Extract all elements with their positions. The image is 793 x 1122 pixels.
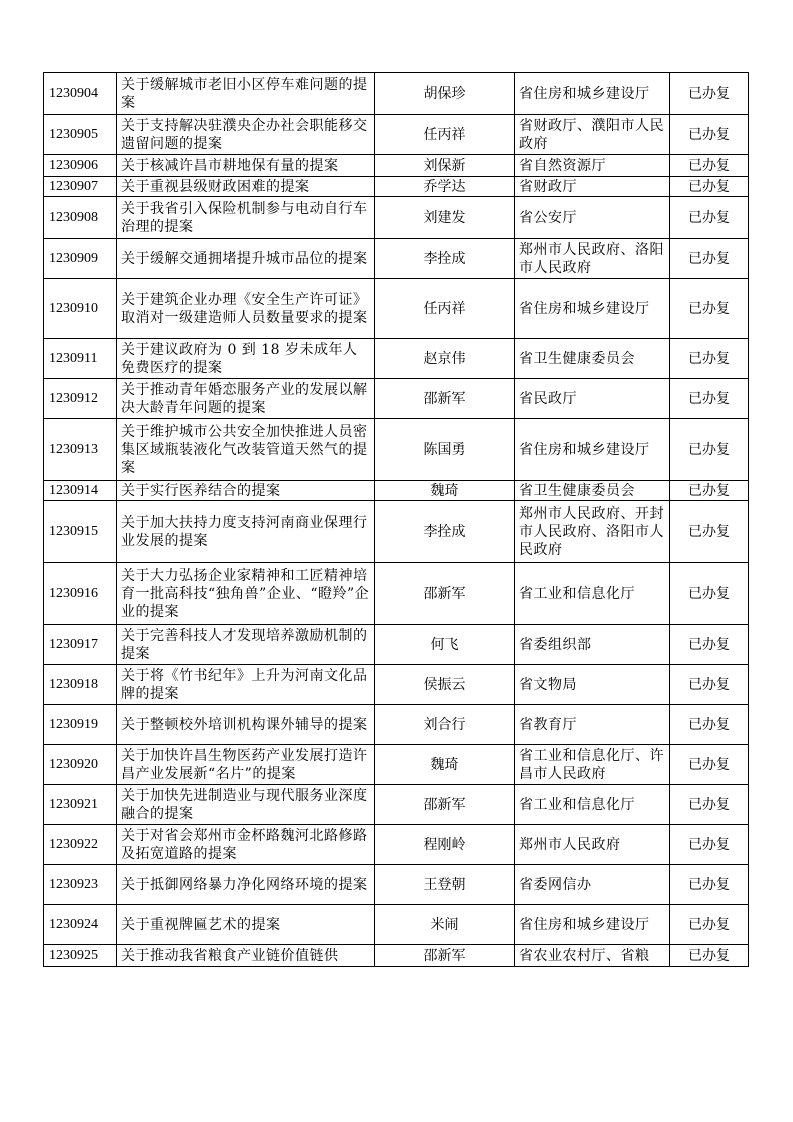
proposal-title: 关于推动我省粮食产业链价值链供: [117, 945, 375, 967]
table-row: [44, 279, 749, 339]
proposal-title: 关于建议政府为 0 到 18 岁未成年人免费医疗的提案: [117, 339, 375, 379]
proposer-name: 王登朝: [375, 865, 515, 905]
table-row: [44, 379, 749, 419]
handling-department: 省民政厅: [515, 379, 670, 419]
table-row: [44, 155, 749, 177]
status-text: 已办复: [670, 197, 749, 239]
proposal-id: 1230921: [44, 785, 117, 825]
status-text: 已办复: [670, 501, 749, 563]
proposal-title: 关于对省会郑州市金杯路魏河北路修路及拓宽道路的提案: [117, 825, 375, 865]
proposal-id: 1230905: [44, 115, 117, 155]
proposal-rows: [44, 73, 749, 967]
proposal-title: 关于推动青年婚恋服务产业的发展以解决大龄青年问题的提案: [117, 379, 375, 419]
handling-department: 省委组织部: [515, 625, 670, 665]
table-row: [44, 665, 749, 705]
proposer-name: 任丙祥: [375, 279, 515, 339]
proposer-name: 邵新军: [375, 563, 515, 625]
proposal-title: 关于将《竹书纪年》上升为河南文化品牌的提案: [117, 665, 375, 705]
handling-department: 郑州市人民政府: [515, 825, 670, 865]
status-text: 已办复: [670, 481, 749, 501]
table-row: [44, 905, 749, 945]
status-text: 已办复: [670, 419, 749, 481]
table-row: [44, 239, 749, 279]
proposer-name: 程刚岭: [375, 825, 515, 865]
status-text: 已办复: [670, 825, 749, 865]
status-text: 已办复: [670, 239, 749, 279]
proposer-name: 魏琦: [375, 745, 515, 785]
status-text: 已办复: [670, 905, 749, 945]
table-row: [44, 419, 749, 481]
status-text: 已办复: [670, 155, 749, 177]
proposer-name: 任丙祥: [375, 115, 515, 155]
proposal-id: 1230914: [44, 481, 117, 501]
handling-department: 郑州市人民政府、开封市人民政府、洛阳市人民政府: [515, 501, 670, 563]
status-text: 已办复: [670, 279, 749, 339]
handling-department: 省住房和城乡建设厅: [515, 419, 670, 481]
proposal-id: 1230915: [44, 501, 117, 563]
status-text: 已办复: [670, 339, 749, 379]
table-row: [44, 785, 749, 825]
proposer-name: 李拴成: [375, 239, 515, 279]
proposer-name: 陈国勇: [375, 419, 515, 481]
table-row: [44, 177, 749, 197]
handling-department: 省工业和信息化厅: [515, 563, 670, 625]
proposer-name: 刘合行: [375, 705, 515, 745]
table-row: [44, 945, 749, 967]
status-text: 已办复: [670, 379, 749, 419]
table-row: [44, 197, 749, 239]
status-text: 已办复: [670, 625, 749, 665]
proposal-title: 关于缓解交通拥堵提升城市品位的提案: [117, 239, 375, 279]
proposal-id: 1230917: [44, 625, 117, 665]
status-text: 已办复: [670, 945, 749, 967]
proposal-title: 关于支持解决驻濮央企办社会职能移交遗留问题的提案: [117, 115, 375, 155]
handling-department: 省工业和信息化厅: [515, 785, 670, 825]
proposal-id: 1230910: [44, 279, 117, 339]
table-row: [44, 625, 749, 665]
handling-department: 省卫生健康委员会: [515, 339, 670, 379]
table-row: [44, 705, 749, 745]
proposal-title: 关于核减许昌市耕地保有量的提案: [117, 155, 375, 177]
status-text: 已办复: [670, 745, 749, 785]
handling-department: 省财政厅: [515, 177, 670, 197]
table-row: [44, 481, 749, 501]
table-row: [44, 865, 749, 905]
status-text: 已办复: [670, 705, 749, 745]
proposer-name: 侯振云: [375, 665, 515, 705]
proposer-name: 李拴成: [375, 501, 515, 563]
proposal-title: 关于我省引入保险机制参与电动自行车治理的提案: [117, 197, 375, 239]
handling-department: 省自然资源厅: [515, 155, 670, 177]
status-text: 已办复: [670, 115, 749, 155]
proposer-name: 魏琦: [375, 481, 515, 501]
proposal-id: 1230912: [44, 379, 117, 419]
proposal-title: 关于加大扶持力度支持河南商业保理行业发展的提案: [117, 501, 375, 563]
proposer-name: 邵新军: [375, 945, 515, 967]
table-row: [44, 825, 749, 865]
status-text: 已办复: [670, 73, 749, 115]
handling-department: 郑州市人民政府、洛阳市人民政府: [515, 239, 670, 279]
proposal-title: 关于加快许昌生物医药产业发展打造许昌产业发展新“名片”的提案: [117, 745, 375, 785]
proposer-name: 邵新军: [375, 379, 515, 419]
proposal-title: 关于整顿校外培训机构课外辅导的提案: [117, 705, 375, 745]
proposal-title: 关于维护城市公共安全加快推进人员密集区域瓶装液化气改装管道天然气的提案: [117, 419, 375, 481]
proposal-title: 关于重视县级财政困难的提案: [117, 177, 375, 197]
proposal-table: [43, 72, 749, 967]
proposal-title: 关于完善科技人才发现培养激励机制的提案: [117, 625, 375, 665]
table-row: [44, 563, 749, 625]
status-text: 已办复: [670, 785, 749, 825]
proposal-id: 1230918: [44, 665, 117, 705]
proposer-name: 刘建发: [375, 197, 515, 239]
proposal-id: 1230916: [44, 563, 117, 625]
table-row: [44, 73, 749, 115]
proposal-id: 1230908: [44, 197, 117, 239]
proposal-id: 1230913: [44, 419, 117, 481]
proposal-id: 1230922: [44, 825, 117, 865]
status-text: 已办复: [670, 665, 749, 705]
handling-department: 省教育厅: [515, 705, 670, 745]
proposal-id: 1230911: [44, 339, 117, 379]
handling-department: 省住房和城乡建设厅: [515, 73, 670, 115]
handling-department: 省卫生健康委员会: [515, 481, 670, 501]
proposal-title: 关于大力弘扬企业家精神和工匠精神培育一批高科技“独角兽”企业、“瞪羚”企业的提案: [117, 563, 375, 625]
table-row: [44, 339, 749, 379]
handling-department: 省文物局: [515, 665, 670, 705]
proposal-id: 1230923: [44, 865, 117, 905]
proposer-name: 何飞: [375, 625, 515, 665]
proposal-id: 1230919: [44, 705, 117, 745]
proposal-title: 关于建筑企业办理《安全生产许可证》取消对一级建造师人员数量要求的提案: [117, 279, 375, 339]
proposal-id: 1230925: [44, 945, 117, 967]
handling-department: 省住房和城乡建设厅: [515, 279, 670, 339]
proposer-name: 米闹: [375, 905, 515, 945]
proposal-id: 1230909: [44, 239, 117, 279]
handling-department: 省委网信办: [515, 865, 670, 905]
proposal-id: 1230920: [44, 745, 117, 785]
table-row: [44, 115, 749, 155]
status-text: 已办复: [670, 177, 749, 197]
proposal-title: 关于加快先进制造业与现代服务业深度融合的提案: [117, 785, 375, 825]
proposer-name: 邵新军: [375, 785, 515, 825]
proposer-name: 赵京伟: [375, 339, 515, 379]
proposal-title: 关于重视牌匾艺术的提案: [117, 905, 375, 945]
proposer-name: 刘保新: [375, 155, 515, 177]
proposal-id: 1230904: [44, 73, 117, 115]
handling-department: 省财政厅、濮阳市人民政府: [515, 115, 670, 155]
handling-department: 省住房和城乡建设厅: [515, 905, 670, 945]
handling-department: 省工业和信息化厅、许昌市人民政府: [515, 745, 670, 785]
table-row: [44, 745, 749, 785]
status-text: 已办复: [670, 865, 749, 905]
proposal-title: 关于缓解城市老旧小区停车难问题的提案: [117, 73, 375, 115]
handling-department: 省公安厅: [515, 197, 670, 239]
proposer-name: 乔学达: [375, 177, 515, 197]
proposer-name: 胡保珍: [375, 73, 515, 115]
proposal-id: 1230907: [44, 177, 117, 197]
handling-department: 省农业农村厅、省粮: [515, 945, 670, 967]
proposal-id: 1230906: [44, 155, 117, 177]
proposal-title: 关于实行医养结合的提案: [117, 481, 375, 501]
proposal-title: 关于抵御网络暴力净化网络环境的提案: [117, 865, 375, 905]
status-text: 已办复: [670, 563, 749, 625]
table-row: [44, 501, 749, 563]
proposal-id: 1230924: [44, 905, 117, 945]
